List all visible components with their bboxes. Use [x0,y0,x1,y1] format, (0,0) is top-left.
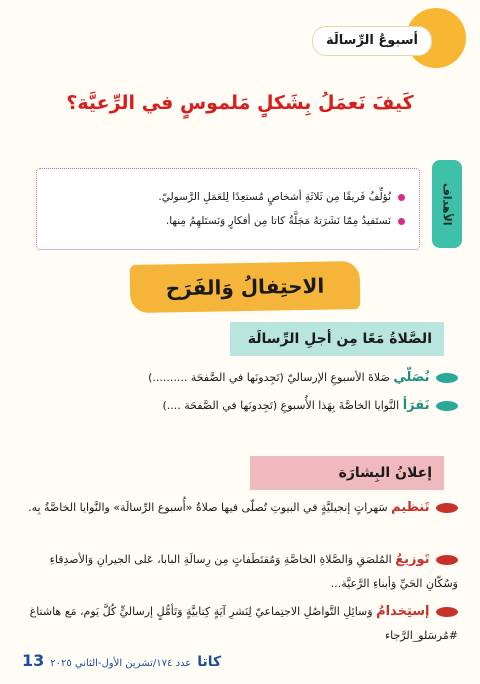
prayer-item [24,394,458,418]
item-text: النَّوايا الخاصَّةَ بِهَذا الأُسبوعِ (تَجِدونَها في الصَّفحَة ....) [162,399,400,412]
announcement-item [24,600,458,648]
item-verb: إستِخدامُ [376,604,430,619]
main-question: كَيفَ نَعمَلُ بِشَكلٍ مَلموسٍ في الرِّعيَّة؟ [66,92,414,114]
prayer-item [24,366,458,390]
item-verb: تَنظيم [391,500,430,515]
objective-item: نُؤلِّفُ فَريقًا مِن ثَلاثَةِ أشخاصٍ مُستعِدًا لِلعَمَلِ الرَّسوليّ. [45,185,405,209]
red-bullet-icon [436,503,458,513]
footer [22,651,221,670]
page-number: 13 [22,651,45,670]
issue-info: عدد ١٧٤/تشرين الأول-الثاني ٢٠٢٥ [50,658,192,669]
prayer-section-title: الصَّلاةُ مَعًا مِن أجلِ الرِّسالَة [230,322,444,356]
item-text: المُلصَقِ وَالصَّلاةِ الخاصَّةِ وَمُقتَطَفاتٍ مِن رِسالَةِ البابا، عَلى الجيرانِ وَالأصدِقاءِ وَسُكّانِ الحَيِّ وَأبناءِ الرَّعيَّة... [49,553,458,590]
teal-bullet-icon [436,373,458,383]
magazine-name: كاتا [197,654,222,670]
item-verb: تَوزيعُ [395,552,430,567]
item-text: وَسائِلِ التَّواصُلِ الاجتِماعيّ لِنَشرِ آيَةٍ كِتابيَّةٍ وَتَأمُّلٍ إرساليٍّ كُلَّ يَوم، مَع هاشتاغ #مُرسَلو_الرَّجاء [29,605,458,642]
teal-bullet-icon [436,401,458,411]
objectives-box [36,168,420,250]
celebration-banner: الاحتِفالُ وَالفَرَح [130,261,361,313]
objectives-list [37,169,419,233]
objectives-tab [432,160,462,248]
item-verb: نُصَلّي [393,370,430,385]
objectives-tab-label: الأهداف [440,182,454,226]
announcement-section-title: إعلانُ البِشارَة [250,456,444,490]
week-label: أسبوعُ الرِّسالَة [312,26,432,56]
item-text: سَهراتٍ إنجيليَّةٍ في البيوتِ تُصلّى فيها صلاةُ «أُسبوع الرِّسالَة» والنَّوايا الخاصَّةُ بِه. [28,501,388,514]
announcement-item [24,496,458,520]
red-bullet-icon [436,607,458,617]
item-text: صَلاةَ الأسبوعِ الإرساليّ (تَجِدونَها في الصَّفحَة ..........) [148,371,390,384]
red-bullet-icon [436,555,458,565]
objective-item: نَستَفيدُ مِمّا نَشَرَتهُ مَجَلَّةُ كاتا مِن أفكارٍ وَنَستَلهِمُ مِنها. [45,209,405,233]
announcement-item [24,548,458,596]
item-verb: نَقرَأ [402,398,430,413]
